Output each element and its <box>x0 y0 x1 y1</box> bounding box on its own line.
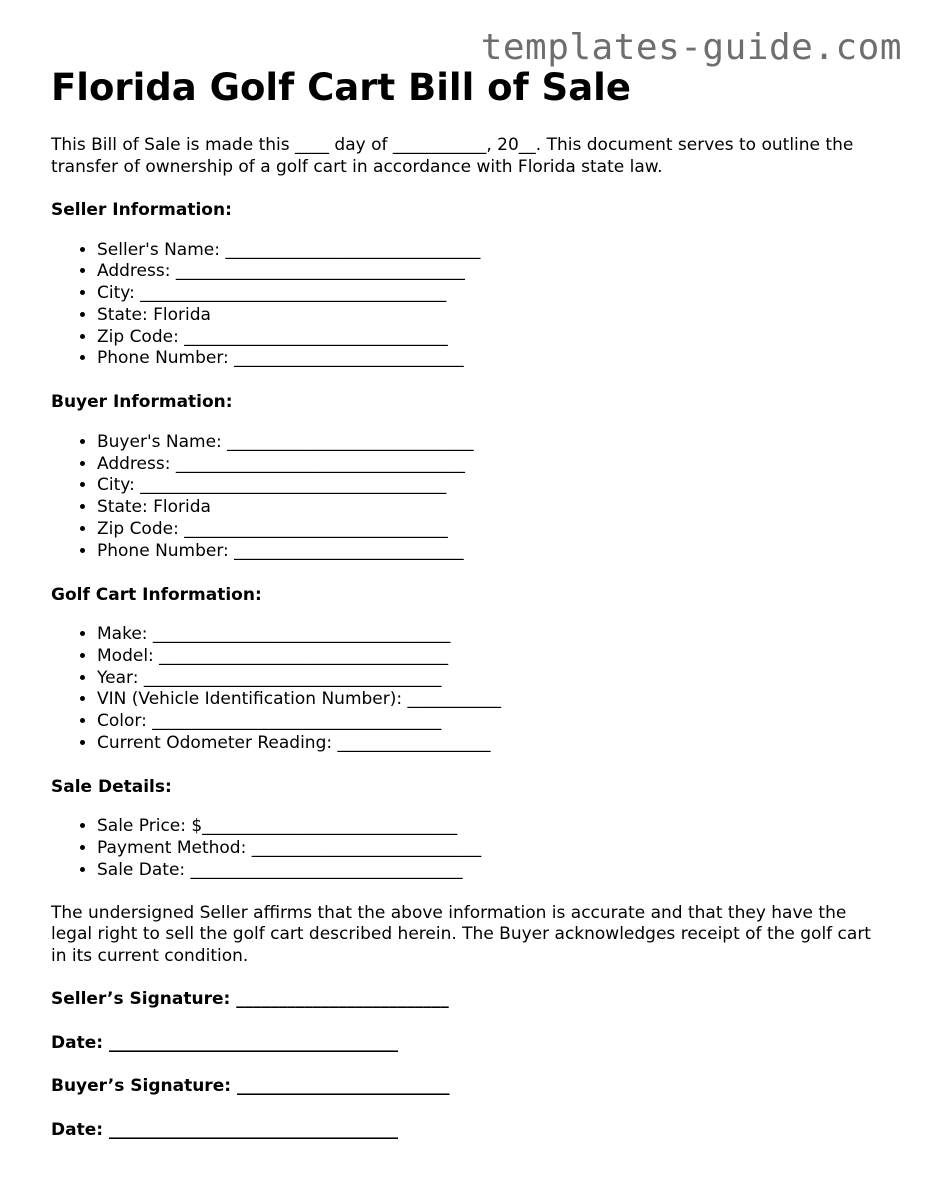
list-item: • Zip Code: _______________________________ <box>97 327 891 349</box>
list-item: • Payment Method: ___________________________ <box>97 838 891 860</box>
list-item: • VIN (Vehicle Identification Number): ___________ <box>97 689 891 711</box>
affirmation-paragraph: The undersigned Seller affirms that the above information is accurate and that they have the legal right to sell the golf cart described herein. The Buyer acknowledges receipt of the golf cart in its current condition. <box>51 902 871 966</box>
cart-info-list <box>51 624 891 755</box>
watermark: templates-guide.com <box>480 27 902 68</box>
list-item: • Seller's Name: ______________________________ <box>97 240 891 262</box>
seller-signature-line: Seller’s Signature: _________________________ <box>51 989 449 1010</box>
list-item: • Phone Number: ___________________________ <box>97 348 891 370</box>
seller-date-line: Date: __________________________________ <box>51 1032 398 1053</box>
list-item: • City: ____________________________________ <box>97 283 891 305</box>
list-item: • Address: __________________________________ <box>97 454 891 476</box>
sale-section-heading: Sale Details: <box>51 776 172 797</box>
buyer-info-list <box>51 432 891 563</box>
list-item: • Address: __________________________________ <box>97 261 891 283</box>
list-item: • Model: __________________________________ <box>97 646 891 668</box>
buyer-date-line: Date: __________________________________ <box>51 1119 398 1140</box>
list-item: • Year: ___________________________________ <box>97 668 891 690</box>
intro-paragraph: This Bill of Sale is made this ____ day of ___________, 20__. This document serves to outline the transfer of ownership of a golf cart in accordance with Florida state law. <box>51 135 854 177</box>
list-item: • State: Florida <box>97 497 891 519</box>
list-item: • Sale Price: $______________________________ <box>97 816 891 838</box>
cart-section-heading: Golf Cart Information: <box>51 584 262 605</box>
list-item: • Phone Number: ___________________________ <box>97 541 891 563</box>
list-item: • Color: __________________________________ <box>97 711 891 733</box>
buyer-signature-line: Buyer’s Signature: _________________________ <box>51 1076 450 1097</box>
seller-section-heading: Seller Information: <box>51 200 232 220</box>
buyer-section-heading: Buyer Information: <box>51 392 233 413</box>
list-item: • Zip Code: _______________________________ <box>97 519 891 541</box>
list-item: • State: Florida <box>97 305 891 327</box>
list-item: • City: ____________________________________ <box>97 475 891 497</box>
page-title: Florida Golf Cart Bill of Sale <box>51 66 631 109</box>
sale-details-list <box>51 816 891 881</box>
seller-info-list <box>51 240 891 371</box>
list-item: • Make: ___________________________________ <box>97 624 891 646</box>
list-item: • Sale Date: ________________________________ <box>97 860 891 882</box>
list-item: • Current Odometer Reading: __________________ <box>97 733 891 755</box>
document-page <box>51 62 891 1141</box>
list-item: • Buyer's Name: _____________________________ <box>97 432 891 454</box>
